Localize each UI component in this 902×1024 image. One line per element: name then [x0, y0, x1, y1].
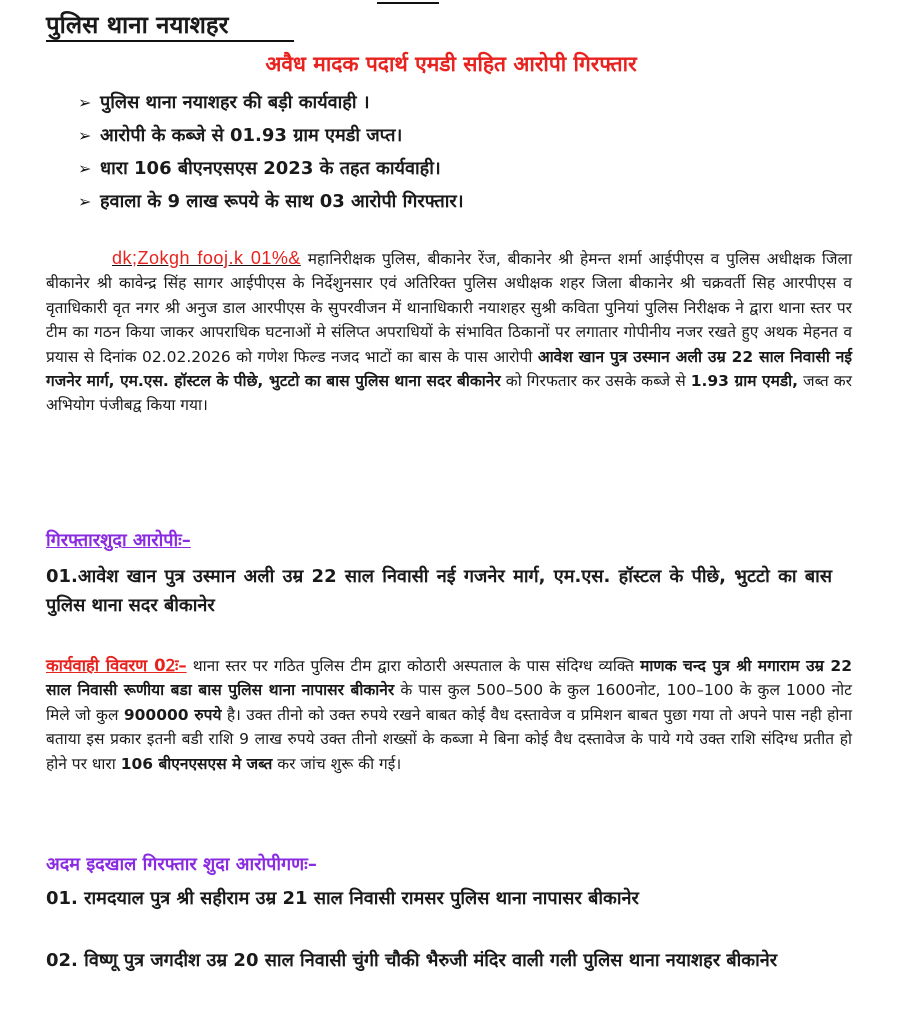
arrow-bullet-icon: ➢: [78, 93, 92, 112]
top-rule: [377, 2, 439, 4]
bullet-text: धारा 106 बीएनएसएस 2023 के तहत कार्यवाही।: [100, 158, 441, 179]
bullet-text: हवाला के 9 लाख रूपये के साथ 03 आरोपी गिरफ्तार।: [100, 191, 464, 212]
adam-accused-1: 01. रामदयाल पुत्र श्री सहीराम उम्र 21 साल निवासी रामसर पुलिस थाना नापासर बीकानेर: [46, 888, 639, 909]
intro-text-1: महानिरीक्षक पुलिस, बीकानेर रेंज, बीकानेर श्री हेमन्त शर्मा आईपीएस व पुलिस अधीक्षक जिला बीकानेर श्री कावेन्द्र सिंह सागर आईपीएस के निर्देशुनसार एवं अतिरिक्त पुलिस अधीक्षक शहर जिला बीकानेर श्री चक्रवर्ती सिह आरपीएस व वृताधिकारी वृत नगर श्री अनुज डाल आरपीएस के सुपरवीजन में थानाधिकारी नयाशहर सुश्री कविता पुनियां पुलिस निरीक्षक ने द्वारा थाना स्तर पर टीम का गठन किया जाकर आपराधिक घटनाओं मे संलिप्त अपराधियों के संभावित ठिकानों पर लगातार गोपीनीय नजर रखते हुए अथक मेहनत व प्रयास से दिनांक 02.02.2026 को गणेश फिल्ड नजद भाटों का बास के पास आरोपी: [46, 250, 852, 366]
intro-text-3: जब्त कर अभियोग पंजीबद्व किया गया।: [46, 372, 852, 415]
accused-name-bold: आवेश खान पुत्र उस्मान अली उम्र 22 साल निवासी नई गजनेर मार्ग, एम.एस. हॉस्टल के पीछे, भुटटो का बास पुलिस थाना सदर बीकानेर: [46, 347, 852, 391]
title-underline: [46, 40, 294, 42]
intro-text-2: को गिरफतार कर उसके कब्जे से: [505, 372, 686, 391]
action-2-text-2: के पास कुल 500–500 के कुल 1600नोट, 100–100 के कुल 1000 नोट मिले जो कुल: [46, 681, 852, 724]
arrow-bullet-icon: ➢: [78, 192, 92, 211]
page-title: पुलिस थाना नयाशहर: [46, 11, 229, 39]
list-item: [78, 86, 464, 119]
action-2-label: कार्यवाही विवरण 02ः–: [46, 656, 187, 675]
adam-heading: अदम इदखाल गिरफ्तार शुदा आरोपीगणः–: [46, 854, 317, 875]
amount-bold: 900000 रुपये: [123, 705, 222, 724]
intro-paragraph: [46, 246, 852, 418]
bullet-text: आरोपी के कब्जे से 01.93 ग्राम एमडी जप्त।: [100, 125, 403, 146]
seizure-bold: 1.93 ग्राम एमडी,: [690, 372, 799, 391]
person-bold: माणक चन्द पुत्र श्री मगाराम उम्र 22 साल निवासी रूणीया बडा बास पुलिस थाना नापासर बीकानेर: [46, 657, 852, 700]
action-2-text-3: है। उक्त तीनो को उक्त रुपये रखने बाबत कोई वैध दस्तावेज व प्रमिशन बाबत पुछा गया तो अपने पास नही होना बताया इस प्रकार इतनी बडी राशि 9 लाख रुपये उक्त तीनो शख्सों के कब्जा मे बिना कोई वैध दस्तावेज के पाये गये उक्त राशि संदिग्ध प्रतीत हो होने पर धारा: [46, 705, 852, 773]
list-item: [78, 152, 464, 185]
adam-accused-2: 02. विष्णू पुत्र जगदीश उम्र 20 साल निवासी चुंगी चौकी भैरुजी मंदिर वाली गली पुलिस थाना नयाशहर बीकानेर: [46, 950, 778, 971]
arrested-heading: गिरफ्तारशुदा आरोपीः–: [46, 530, 191, 551]
action-2-text-1: थाना स्तर पर गठित पुलिस टीम द्वारा कोठारी अस्पताल के पास संदिग्ध व्यक्ति: [192, 657, 634, 675]
bullet-text: पुलिस थाना नयाशहर की बड़ी कार्यवाही ।: [100, 92, 370, 113]
arrow-bullet-icon: ➢: [78, 126, 92, 145]
list-item: [78, 185, 464, 218]
highlights-list: [78, 86, 464, 218]
arrested-accused-1: 01.आवेश खान पुत्र उस्मान अली उम्र 22 साल निवासी नई गजनेर मार्ग, एम.एस. हॉस्टल के पीछे, भुटटो का बास पुलिस थाना सदर बीकानेर: [46, 566, 832, 616]
headline: अवैध मादक पदार्थ एमडी सहित आरोपी गिरफ्तार: [265, 52, 637, 76]
garbled-heading: dk;Zokgh fooj.k 01%&: [112, 248, 301, 268]
action-2-text-4: कर जांच शुरू की गई।: [277, 754, 402, 773]
arrow-bullet-icon: ➢: [78, 159, 92, 178]
action-2-paragraph: [46, 654, 852, 776]
list-item: [78, 119, 464, 152]
section-bold: 106 बीएनएसएस मे जब्त: [120, 754, 273, 773]
